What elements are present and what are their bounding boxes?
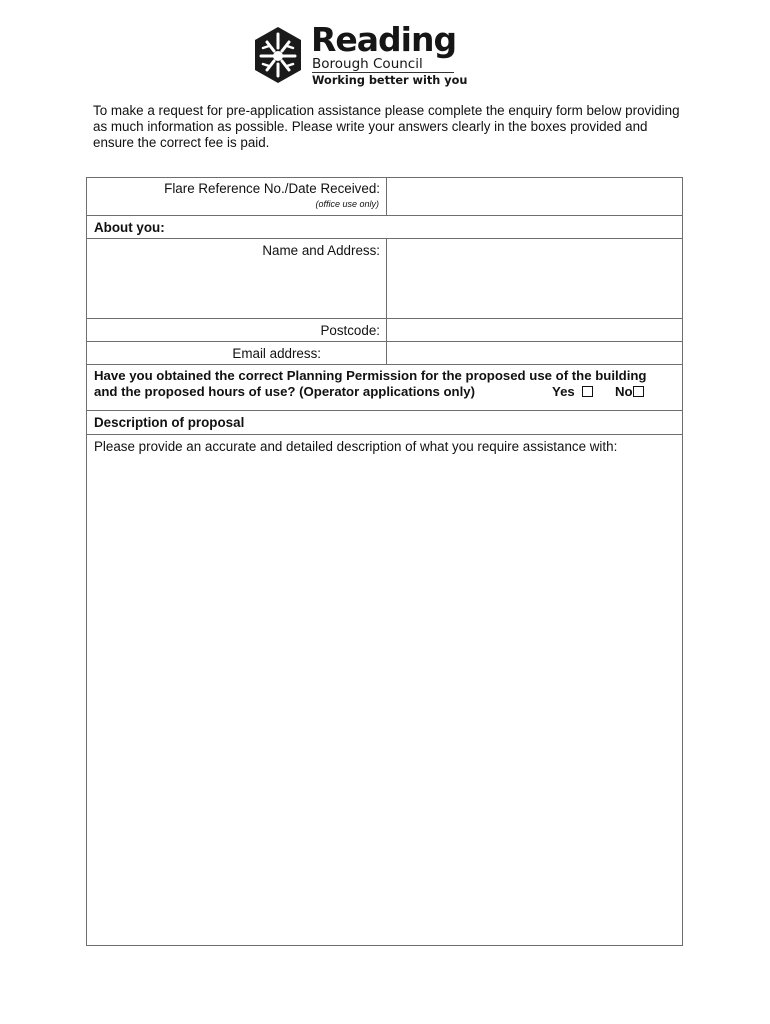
no-checkbox[interactable]	[633, 386, 644, 397]
email-label: Email address:	[232, 346, 321, 361]
yes-label: Yes	[552, 384, 575, 399]
enquiry-form	[86, 177, 683, 946]
postcode-field[interactable]	[387, 319, 682, 341]
intro-paragraph: To make a request for pre-application assistance please complete the enquiry form below providing as much information as possible. Please write your answers clearly in the boxes provided and ensure the correct fee is paid.	[93, 103, 680, 150]
permission-question-line2: and the proposed hours of use? (Operator applications only)	[94, 384, 476, 399]
column-divider	[386, 238, 387, 364]
row-divider	[87, 434, 682, 435]
council-logo	[249, 20, 468, 90]
logo-divider	[312, 72, 454, 73]
yes-option[interactable]	[552, 384, 593, 400]
email-field[interactable]	[387, 342, 682, 364]
no-option[interactable]	[615, 384, 644, 400]
reading-crest-icon	[249, 26, 307, 84]
postcode-label: Postcode:	[320, 323, 380, 338]
flare-reference-field[interactable]	[387, 178, 682, 215]
flare-reference-label: Flare Reference No./Date Received:	[164, 181, 380, 196]
logo-name: Reading	[311, 20, 457, 59]
logo-tagline: Working better with you	[312, 74, 468, 87]
office-use-note: (office use only)	[315, 199, 379, 209]
row-divider	[87, 215, 682, 216]
planning-permission-question	[94, 368, 682, 400]
no-label: No	[615, 384, 633, 399]
column-divider	[386, 178, 387, 215]
logo-subtitle: Borough Council	[312, 56, 423, 72]
about-you-heading: About you:	[94, 220, 165, 235]
name-address-field[interactable]	[387, 239, 682, 318]
row-divider	[87, 410, 682, 411]
yes-checkbox[interactable]	[582, 386, 593, 397]
permission-question-line1: Have you obtained the correct Planning Permission for the proposed use of the building	[94, 368, 647, 383]
name-address-label: Name and Address:	[262, 243, 380, 258]
description-field[interactable]	[87, 456, 682, 945]
description-instruction: Please provide an accurate and detailed description of what you require assistance with:	[94, 439, 618, 454]
description-heading: Description of proposal	[94, 415, 245, 430]
row-divider	[87, 364, 682, 365]
